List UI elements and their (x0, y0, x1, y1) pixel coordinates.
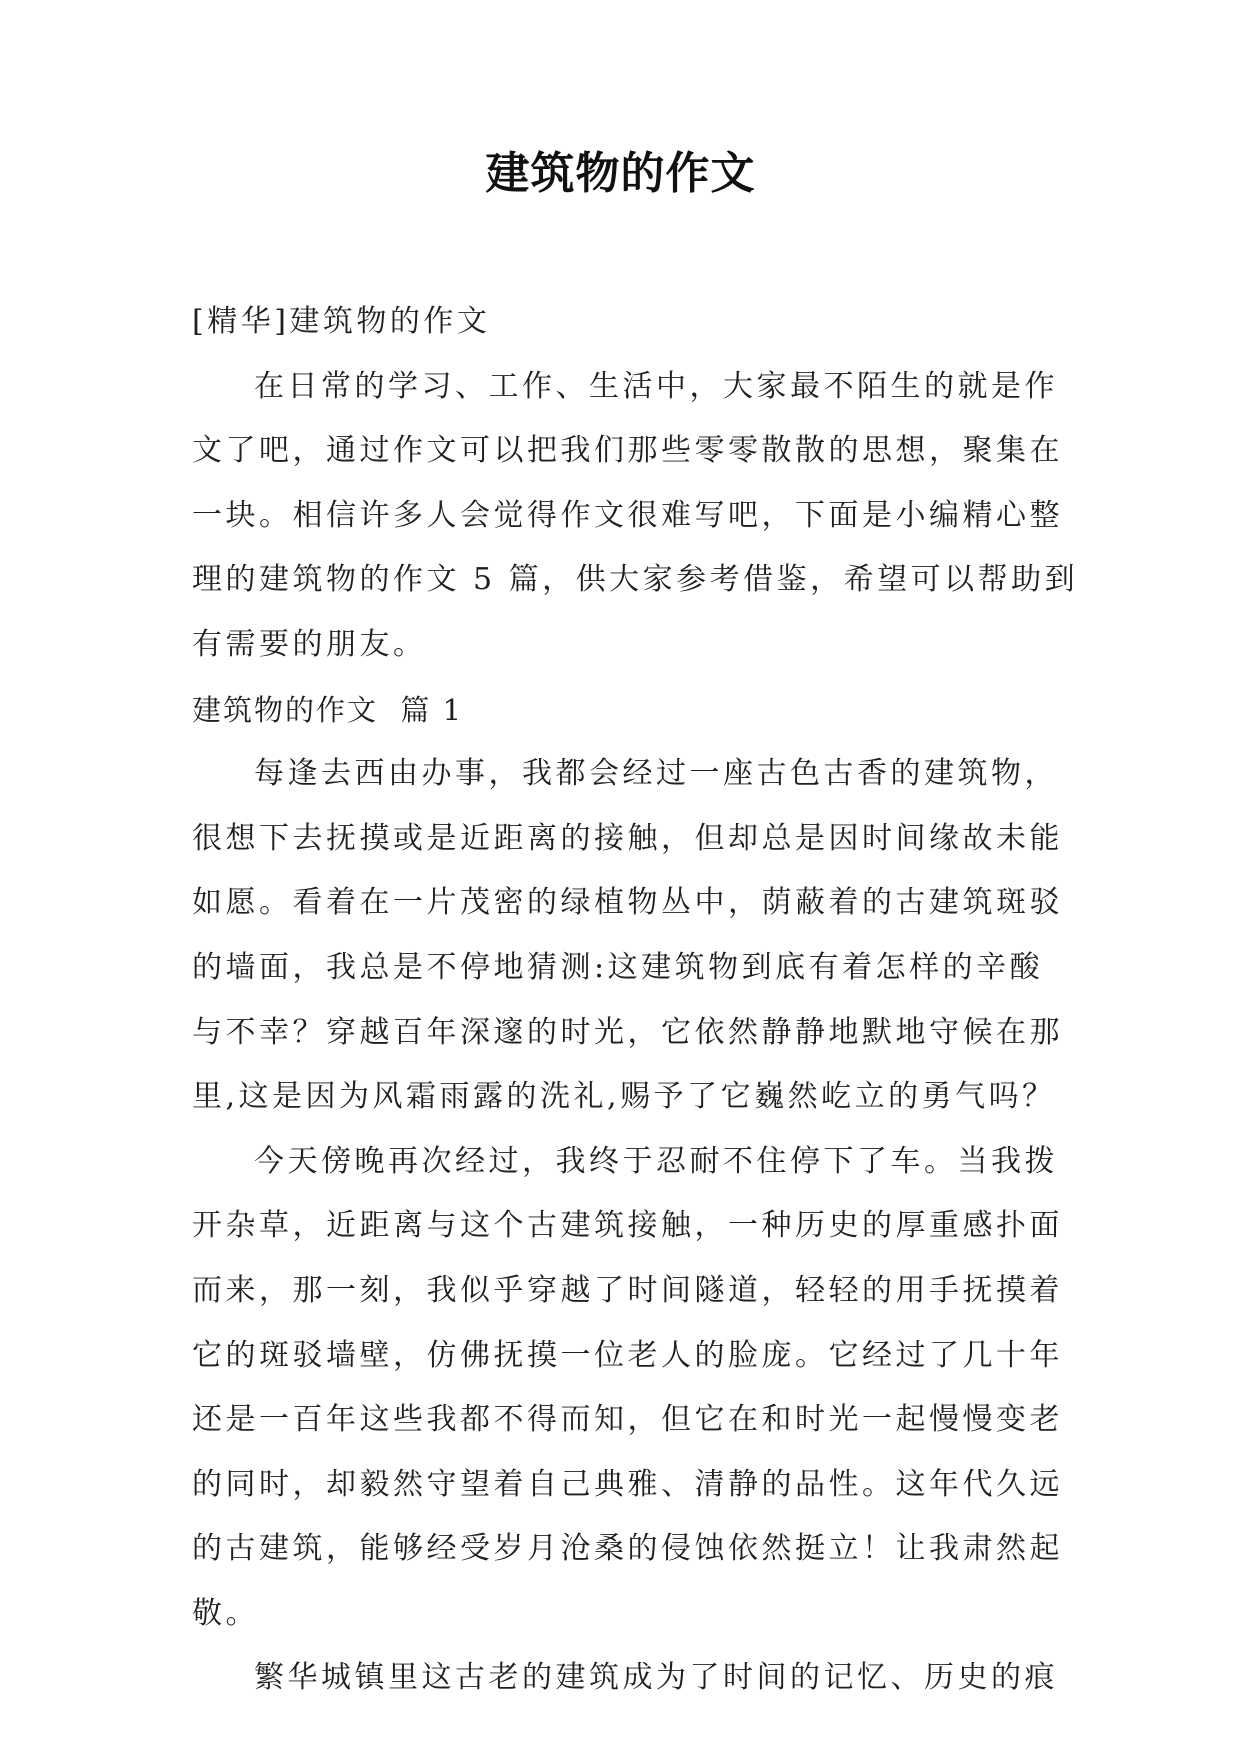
paragraph-line: 它的斑驳墙壁，仿佛抚摸一位老人的脸庞。它经过了几十年 (192, 1337, 1063, 1373)
paragraph-line: 而来，那一刻，我似乎穿越了时间隧道，轻轻的用手抚摸着 (192, 1272, 1063, 1308)
paragraph-2 (192, 1130, 1063, 1647)
paragraph-line: 敬。 (192, 1595, 259, 1631)
paragraph-line: 每逢去西由办事，我都会经过一座古色古香的建筑物， (254, 756, 1058, 792)
intro-line: 在日常的学习、工作、生活中，大家最不陌生的就是作 (254, 368, 1058, 404)
intro-line: 有需要的朋友。 (192, 626, 427, 662)
intro-line: 一块。相信许多人会觉得作文很难写吧，下面是小编精心整 (192, 497, 1063, 533)
paragraph-line: 繁华城镇里这古老的建筑成为了时间的记忆、历史的痕 (254, 1660, 1058, 1696)
paragraph-line: 还是一百年这些我都不得而知，但它在和时光一起慢慢变老 (192, 1402, 1063, 1438)
paragraph-line: 的同时，却毅然守望着自己典雅、清静的品性。这年代久远 (192, 1466, 1063, 1502)
paragraph-line: 的古建筑，能够经受岁月沧桑的侵蚀依然挺立！让我肃然起 (192, 1531, 1063, 1567)
document-body (192, 290, 1079, 1711)
paragraph-line: 与不幸？穿越百年深邃的时光，它依然静静地默地守候在那 (192, 1014, 1063, 1050)
intro-line: 文了吧，通过作文可以把我们那些零零散散的思想，聚集在 (192, 433, 1063, 469)
paragraph-line: 开杂草，近距离与这个古建筑接触，一种历史的厚重感扑面 (192, 1208, 1063, 1244)
section-heading: 建筑物的作文 篇 1 (192, 692, 464, 727)
paragraph-line: 很想下去抚摸或是近距离的接触，但却总是因时间缘故未能 (192, 820, 1063, 856)
subtitle-line: [精华]建筑物的作文 (192, 304, 491, 339)
intro-paragraph (192, 355, 1079, 678)
intro-line: 理的建筑物的作文 5 篇，供大家参考借鉴，希望可以帮助到 (192, 562, 1079, 598)
paragraph-line: 如愿。看着在一片茂密的绿植物丛中，荫蔽着的古建筑斑驳 (192, 885, 1063, 921)
paragraph-line: 的墙面，我总是不停地猜测:这建筑物到底有着怎样的辛酸 (192, 949, 1044, 985)
document-title: 建筑物的作文 (485, 148, 756, 199)
paragraph-1 (192, 742, 1063, 1130)
paragraph-line: 今天傍晚再次经过，我终于忍耐不住停下了车。当我拨 (254, 1143, 1058, 1179)
paragraph-line: 里,这是因为风霜雨露的洗礼,赐予了它巍然屹立的勇气吗？ (192, 1079, 1056, 1115)
paragraph-3 (192, 1646, 1058, 1711)
